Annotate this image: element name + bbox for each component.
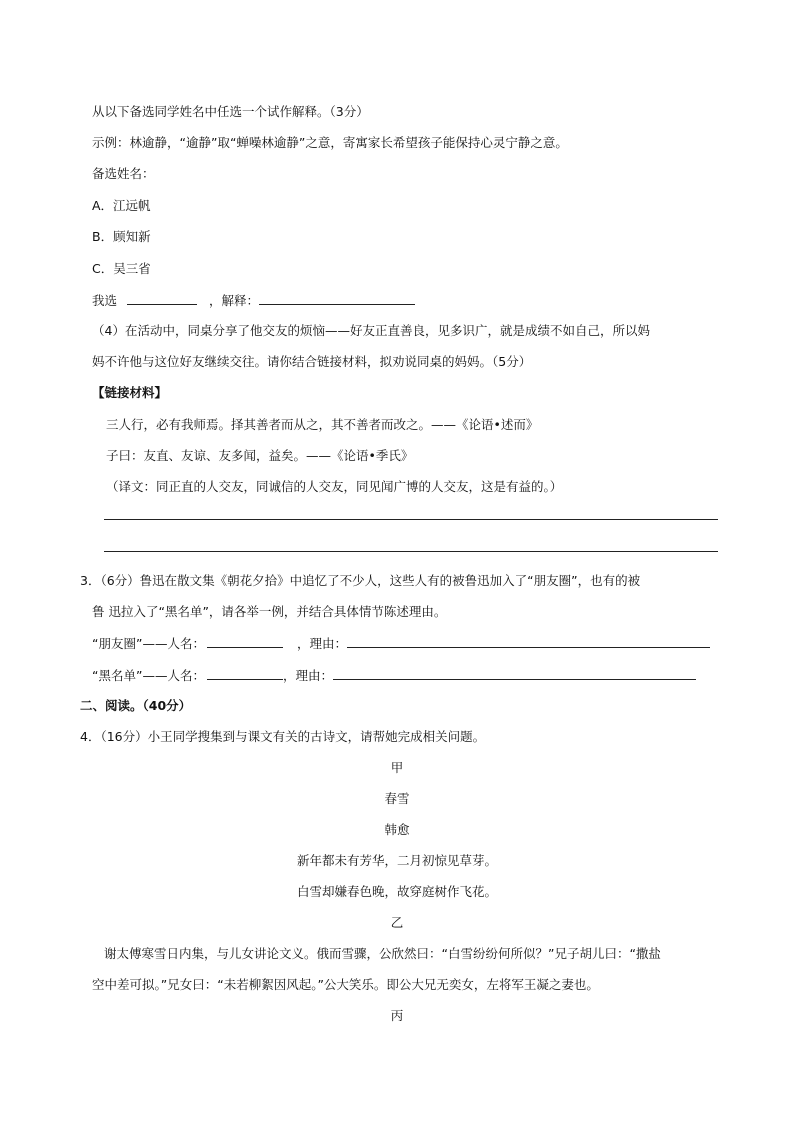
q2-part3-prompt: 从以下备选同学姓名中任选一个试作解释。（3分） <box>92 104 369 119</box>
q2-part4-line1: （4）在活动中，同桌分享了他交友的烦恼——好友正直善良，见多识广，就是成绩不如自己，所以妈 <box>92 323 650 338</box>
poem-title: 春雪 <box>384 791 410 806</box>
poem-line-2: 白雪却嫌春色晚，故穿庭树作飞花。 <box>296 884 497 899</box>
poem-author: 韩愈 <box>384 822 410 837</box>
material-title: 【链接材料】 <box>92 385 168 400</box>
friends-answer-line <box>92 635 710 652</box>
material-translation: （译文：同正直的人交友，同诚信的人交友，同见闻广博的人交友，这是有益的。） <box>106 479 563 494</box>
q3-line2: 鲁 迅拉入了“黑名单”，请各举一例，并结合具体情节陈述理由。 <box>92 604 447 619</box>
friends-prefix: “朋友圈”——人名： <box>92 636 205 651</box>
blacklist-name-blank[interactable] <box>207 667 283 680</box>
chosen-name-blank[interactable] <box>127 292 197 305</box>
friends-name-blank[interactable] <box>207 635 283 648</box>
answer-rule-2[interactable] <box>104 551 718 552</box>
section-heading-reading: 二、阅读。（40分） <box>80 698 192 713</box>
explanation-blank[interactable] <box>259 292 415 305</box>
passage-label-bing: 丙 <box>390 1008 404 1023</box>
option-b: B．顾知新 <box>92 229 151 244</box>
blacklist-reason-label: ，理由： <box>282 668 333 683</box>
answer-mid: ，解释： <box>208 293 259 308</box>
answer-line-q2-part3 <box>92 292 415 309</box>
answer-rule-1[interactable] <box>104 519 718 520</box>
q3-line1: 3．（6分）鲁迅在散文集《朝花夕拾》中追忆了不少人，这些人有的被鲁迅加入了“朋友圈”，也有的被 <box>80 573 641 588</box>
blacklist-reason-blank[interactable] <box>333 667 696 680</box>
option-c: C．吴三省 <box>92 261 151 276</box>
poem-line-1: 新年都未有芳华，二月初惊见草芽。 <box>296 853 497 868</box>
blacklist-answer-line <box>92 667 696 684</box>
material-quote-2: 子曰：友直、友谅、友多闻，益矣。——《论语•季氏》 <box>106 448 414 463</box>
answer-prefix: 我选 <box>92 293 118 308</box>
q4-intro: 4．（16分）小王同学搜集到与课文有关的古诗文，请帮她完成相关问题。 <box>80 729 486 744</box>
yi-text-line-1: 谢太傅寒雪日内集，与儿女讲论文义。俄而雪骤，公欣然曰：“白雪纷纷何所似？”兄子胡儿曰：“撒盐 <box>104 946 661 961</box>
passage-label-jia: 甲 <box>390 760 404 775</box>
friends-reason-blank[interactable] <box>347 635 710 648</box>
blacklist-prefix: “黑名单”——人名： <box>92 668 205 683</box>
q2-part4-line2: 妈不许他与这位好友继续交往。请你结合链接材料，拟劝说同桌的妈妈。（5分） <box>92 354 532 369</box>
passage-label-yi: 乙 <box>390 915 404 930</box>
candidates-label: 备选姓名： <box>92 166 155 181</box>
q2-part3-example: 示例：林逾静，“逾静”取“蝉噪林逾静”之意，寄寓家长希望孩子能保持心灵宁静之意。 <box>92 135 568 150</box>
material-quote-1: 三人行，必有我师焉。择其善者而从之，其不善者而改之。——《论语•述而》 <box>106 417 539 432</box>
option-a: A．江远帆 <box>92 198 151 213</box>
yi-text-line-2: 空中差可拟。”兄女曰：“未若柳絮因风起。”公大笑乐。即公大兄无奕女，左将军王凝之妻也。 <box>92 977 599 992</box>
friends-reason-label: ，理由： <box>296 636 347 651</box>
